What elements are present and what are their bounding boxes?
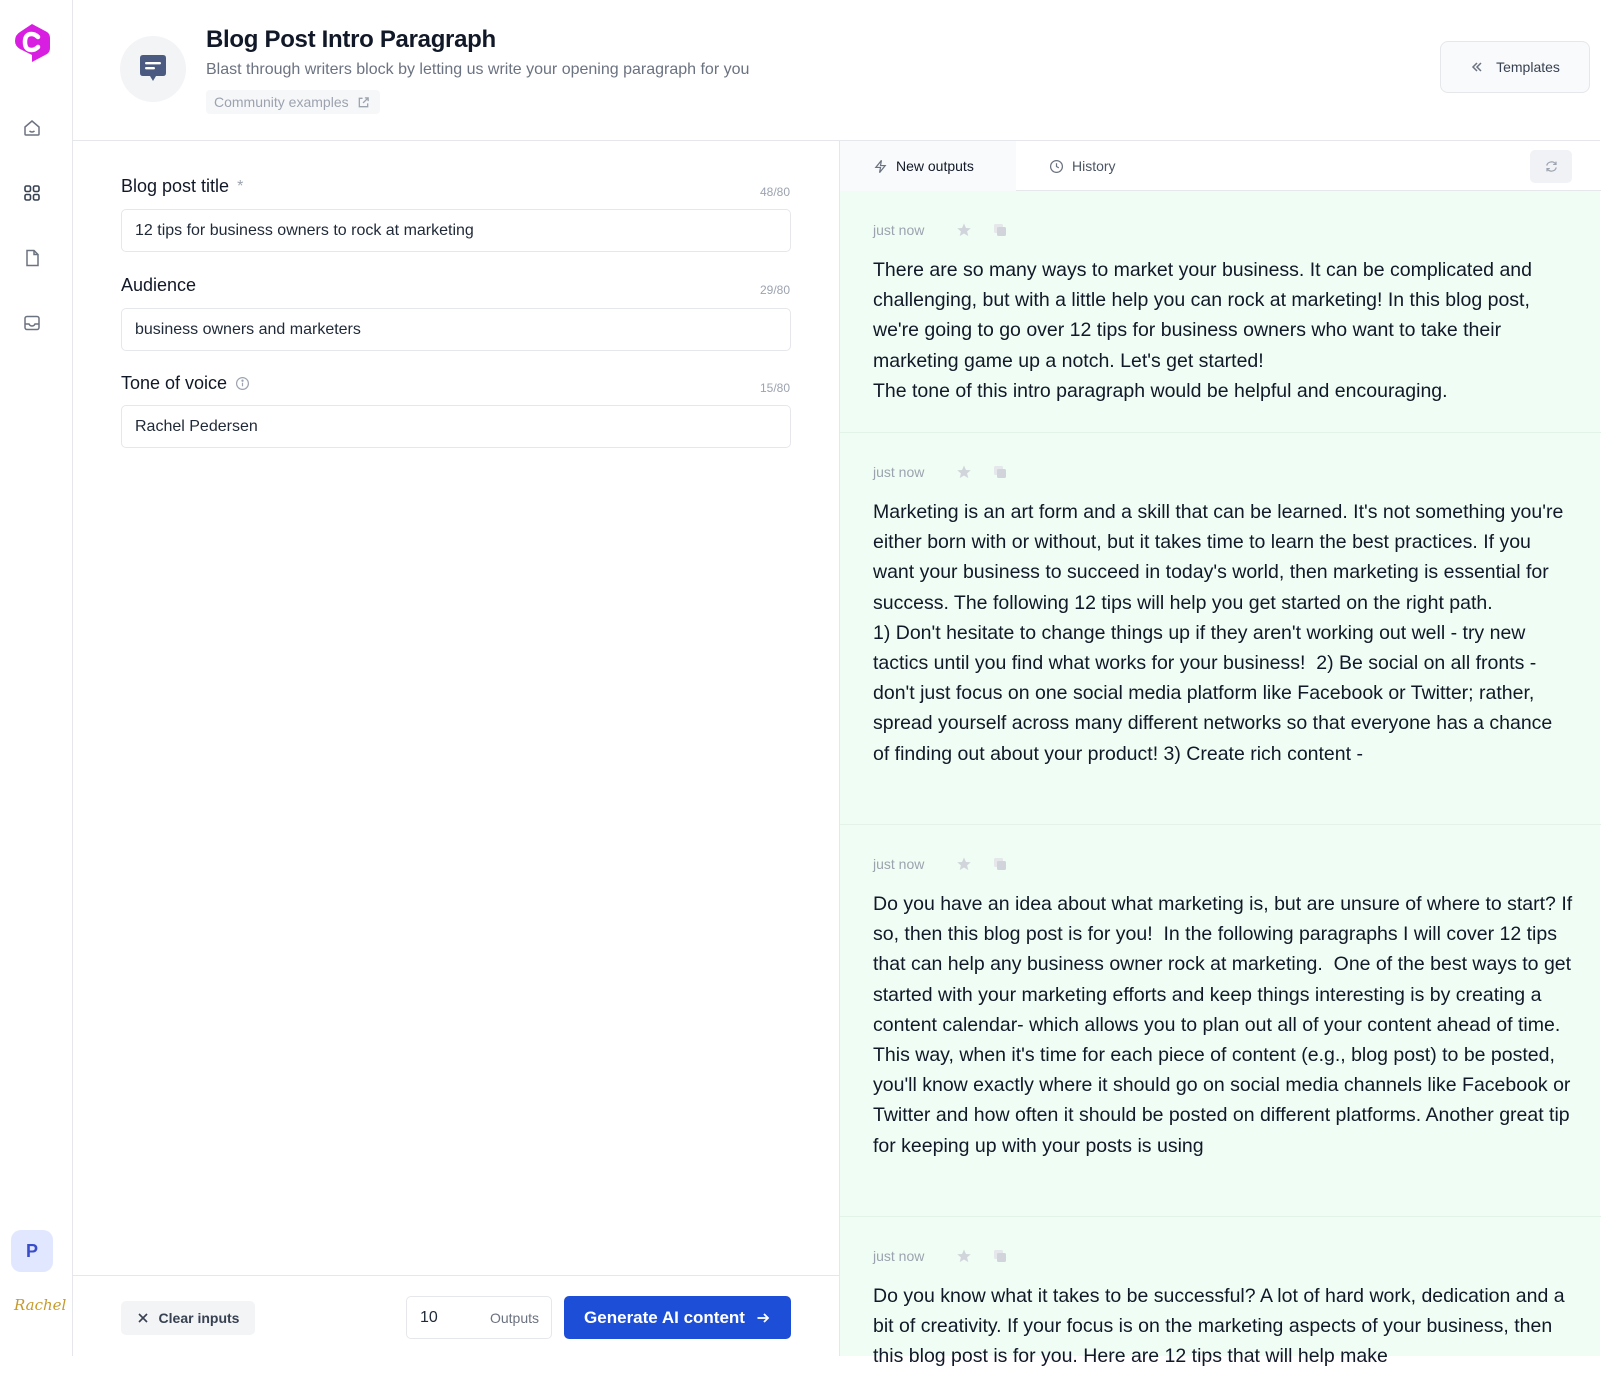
templates-button[interactable]: [1440, 41, 1590, 93]
star-icon[interactable]: [955, 855, 973, 873]
copy-icon[interactable]: [991, 463, 1009, 481]
inbox-icon[interactable]: [20, 311, 44, 335]
external-link-icon: [357, 96, 370, 109]
audience-label-text: Audience: [121, 275, 197, 295]
audience-counter: 29/80: [759, 283, 790, 297]
output-card: [840, 191, 1601, 433]
output-timestamp: just now: [873, 464, 925, 480]
community-examples-label: Community examples: [214, 94, 349, 110]
tab-new-outputs[interactable]: [840, 141, 1016, 191]
page-header: [73, 0, 1600, 141]
output-tabs: [840, 141, 1601, 191]
clock-icon: [1049, 159, 1064, 174]
page-title: Blog Post Intro Paragraph: [206, 26, 496, 53]
document-icon[interactable]: [20, 246, 44, 270]
blog-title-counter: 48/80: [759, 185, 790, 199]
output-timestamp: just now: [873, 1248, 925, 1264]
chevrons-left-icon: [1470, 60, 1484, 74]
page-subtitle: Blast through writers block by letting us write your opening paragraph for you: [206, 61, 750, 78]
audience-input[interactable]: [121, 308, 791, 351]
outputs-count-input[interactable]: [406, 1296, 552, 1339]
star-icon[interactable]: [955, 221, 973, 239]
grid-icon[interactable]: [20, 181, 44, 205]
copy-icon[interactable]: [991, 221, 1009, 239]
home-icon[interactable]: [20, 116, 44, 140]
output-timestamp: just now: [873, 856, 925, 872]
close-icon: [137, 1312, 149, 1324]
input-form: [73, 141, 839, 1275]
clear-inputs-button[interactable]: [121, 1301, 255, 1335]
output-meta: [873, 221, 1009, 239]
refresh-button[interactable]: [1530, 150, 1572, 183]
output-card: [840, 1217, 1601, 1397]
user-avatar[interactable]: [11, 1230, 53, 1272]
output-meta: [873, 463, 1009, 481]
generate-button[interactable]: [564, 1296, 791, 1339]
sidebar: [0, 0, 73, 1356]
output-meta: [873, 855, 1009, 873]
tone-input[interactable]: [121, 405, 791, 448]
templates-label: Templates: [1496, 59, 1560, 75]
star-icon[interactable]: [955, 463, 973, 481]
output-meta: [873, 1247, 1009, 1265]
tone-counter: 15/80: [759, 381, 790, 395]
output-text: Marketing is an art form and a skill that can be learned. It's not something you're either born with or without, but it takes time to learn the best practices. If you want your business to succeed in today's world, then marketing is essential for success. The following 12 tips will help you get started on the right path. 1) Don't hesitate to change things up if they aren't working out well - try new tactics until you find what works for your business! 2) Be social on all fronts - don't just focus on one social media platform like Facebook or Twitter; rather, spread yourself across many different networks so that everyone has a chance of finding out about your product! 3) Create rich content -: [873, 501, 1564, 765]
blog-title-label-text: Blog post title: [121, 176, 230, 196]
audience-value: business owners and marketers: [135, 320, 361, 338]
blog-title-value: 12 tips for business owners to rock at marketing: [135, 221, 474, 239]
info-icon[interactable]: [235, 376, 250, 391]
signature-logo: Rachel: [14, 1296, 67, 1314]
app-logo-icon[interactable]: [12, 22, 52, 62]
community-examples-link[interactable]: [206, 90, 380, 114]
tone-value: Rachel Pedersen: [135, 417, 258, 435]
tab-history[interactable]: [1049, 141, 1116, 191]
tone-label-text: Tone of voice: [121, 373, 228, 393]
tab-new-outputs-label: New outputs: [896, 158, 974, 174]
output-card: [840, 433, 1601, 825]
blog-title-label: [121, 176, 243, 197]
star-icon[interactable]: [955, 1247, 973, 1265]
output-card: [840, 825, 1601, 1217]
generate-label: Generate AI content: [584, 1307, 745, 1327]
blog-title-input[interactable]: [121, 209, 791, 252]
tab-history-label: History: [1072, 158, 1116, 174]
refresh-icon: [1544, 159, 1559, 174]
output-timestamp: just now: [873, 222, 925, 238]
avatar-initial: P: [25, 1240, 38, 1261]
clear-inputs-label: Clear inputs: [158, 1310, 240, 1326]
output-text: There are so many ways to market your business. It can be complicated and challenging, but with a little help you can rock at marketing! In this blog post, we're going to go over 12 tips for business owners who want to take their marketing game up a notch. Let's get started! The tone of this intro paragraph would be helpful and encouraging.: [873, 259, 1532, 402]
audience-label: [121, 275, 196, 296]
form-footer: [73, 1275, 839, 1356]
copy-icon[interactable]: [991, 855, 1009, 873]
outputs-count-value: 10: [420, 1308, 438, 1326]
output-text: Do you know what it takes to be successful? A lot of hard work, dedication and a bit of creativity. If your focus is on the marketing aspects of your business, then this blog post is for you. Here are 12 tips that will help make: [873, 1285, 1570, 1368]
lightning-icon: [873, 159, 888, 174]
copy-icon[interactable]: [991, 1247, 1009, 1265]
output-panel: [839, 141, 1600, 1368]
outputs-count-label: Outputs: [489, 1309, 539, 1326]
required-mark: *: [237, 177, 244, 195]
arrow-right-icon: [755, 1310, 771, 1326]
output-text: Do you have an idea about what marketing is, but are unsure of where to start? If so, then this blog post is for you! In the following paragraphs I will cover 12 tips that can help any business owner rock at marketing. One of the best ways to get started with your marketing efforts and keep things interesting is by creating a content calendar- which allows you to plan out all of your content ahead of time. This way, when it's time for each piece of content (e.g., blog post) to be posted, you'll know exactly where it should go on social media channels like Facebook or Twitter and how often it should be posted on different platforms. Another great tip for keeping up with your posts is using: [873, 893, 1578, 1157]
chat-bubble-icon: [120, 36, 186, 102]
tone-label: [121, 373, 250, 394]
